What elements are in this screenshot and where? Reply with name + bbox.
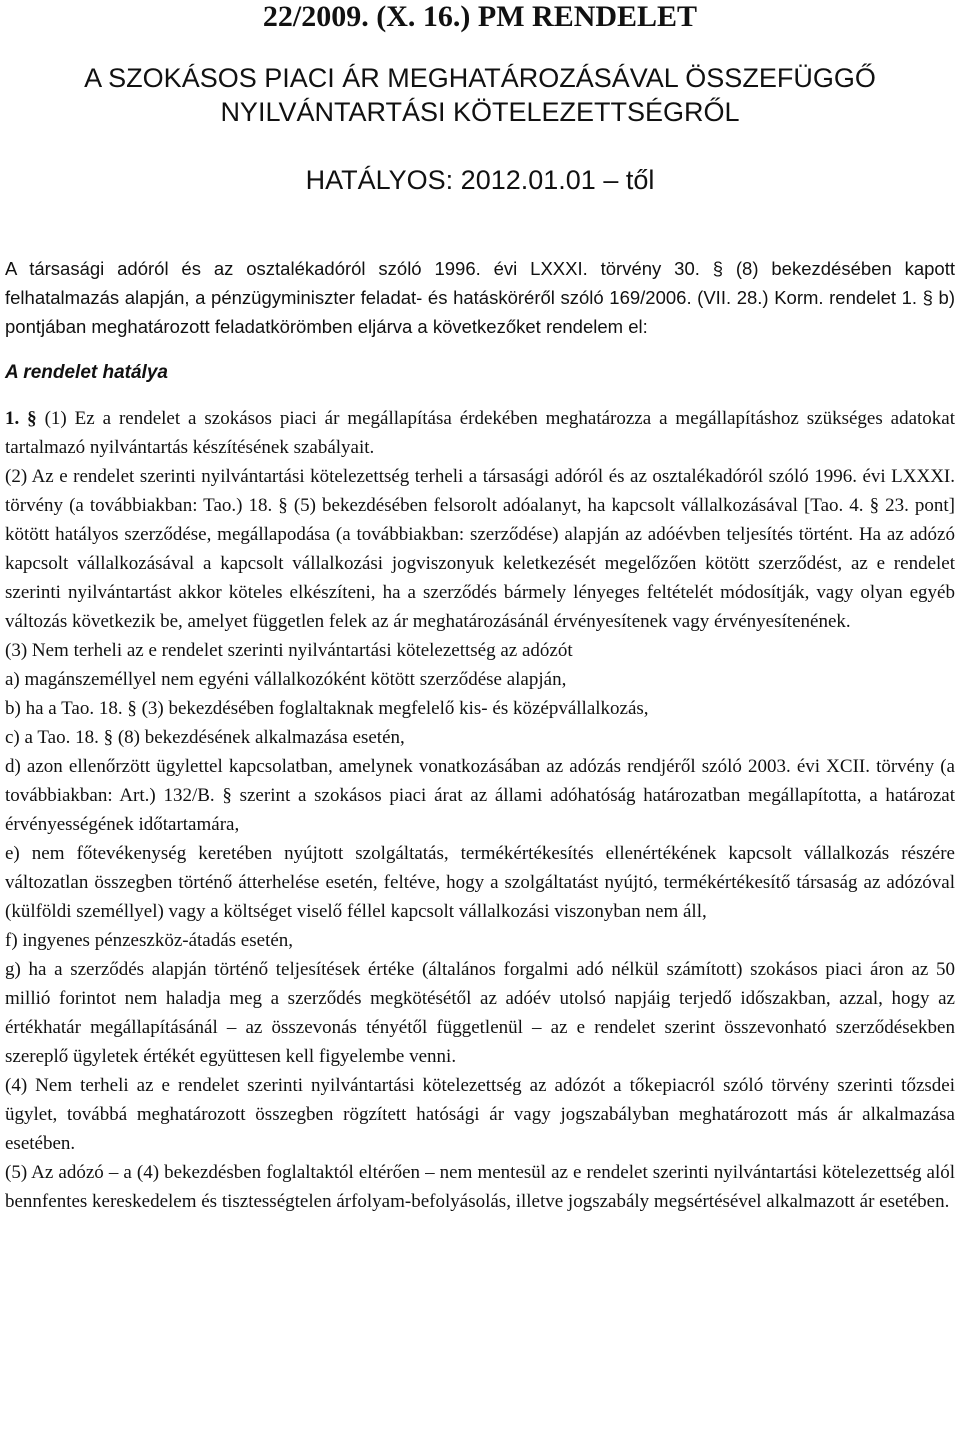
section-heading: A rendelet hatálya <box>5 362 168 383</box>
paragraph-1-text: (1) Ez a rendelet a szokásos piaci ár megállapítása érdekében meghatározza a megállapításhoz szükséges adatokat tartalmazó nyilvántartás készítésének szabályait. <box>5 408 956 458</box>
document-body <box>5 254 955 1216</box>
paragraph-4: (4) Nem terheli az e rendelet szerinti nyilvántartási kötelezettség az adózót a tőkepiacról szóló törvény szerinti tőzsdei ügylet, továbbá meghatározott összegben rögzített hatósági ár vagy jogszabályban meghatározott más ár alkalmazása esetében. <box>5 1075 955 1154</box>
intro-paragraph: A társasági adóról és az osztalékadóról szóló 1996. évi LXXXI. törvény 30. § (8) bekezdésében kapott felhatalmazás alapján, a pénzügyminiszter feladat- és hatásköréről szóló 169/2006. (VII. 28.) Korm. rendelet 1. § b) pontjában meghatározott feladatkörömben eljárva a következőket rendelem el: <box>5 258 955 337</box>
list-item-c: c) a Tao. 18. § (8) bekezdésének alkalmazása esetén, <box>5 727 405 748</box>
document-subtitle-line-2: NYILVÁNTARTÁSI KÖTELEZETTSÉGRŐL <box>220 97 740 127</box>
list-item-d: d) azon ellenőrzött ügylettel kapcsolatban, amelynek vonatkozásában az adózás rendjéről szóló 2003. évi XCII. törvény (a továbbiakban: Art.) 132/B. § szerint a szokásos piaci árat az állami adóhatóság határozatban megállapította, a határozat érvényességének időtartamára, <box>5 756 955 835</box>
paragraph-2: (2) Az e rendelet szerinti nyilvántartási kötelezettség terheli a társasági adóról és az osztalékadóról szóló 1996. évi LXXXI. törvény (a továbbiakban: Tao.) 18. § (5) bekezdésében felsorolt adóalanyt, ha kapcsolt vállalkozásával [Tao. 4. § 23. pont] kötött hatályos szerződése, megállapodása (a továbbiakban: szerződése) alapján az adóévben teljesítés történt. Ha az adózó kapcsolt vállalkozásával a kapcsolt vállalkozási jogviszonyuk keletkezését megelőzően kötött szerződést, az e rendelet szerinti nyilvántartást akkor köteles elkészíteni, ha a szerződés bármely lényeges feltételét módosítják, vagy olyan egyéb változás következik be, amelyet független felek az ár meghatározásánál érvényesítenek vagy érvényesítenének. <box>5 466 955 632</box>
article-number: 1. § <box>5 408 37 429</box>
document-subtitle-line-1: A SZOKÁSOS PIACI ÁR MEGHATÁROZÁSÁVAL ÖSSZEFÜGGŐ <box>84 63 876 93</box>
paragraph-1 <box>5 404 955 462</box>
document-title: 22/2009. (X. 16.) PM RENDELET <box>262 0 698 33</box>
list-item-f: f) ingyenes pénzeszköz-átadás esetén, <box>5 930 294 951</box>
list-item-b: b) ha a Tao. 18. § (3) bekezdésében foglaltaknak megfelelő kis- és középvállalkozás, <box>5 698 649 719</box>
effective-date: HATÁLYOS: 2012.01.01 – től <box>305 165 655 195</box>
list-item-g: g) ha a szerződés alapján történő teljesítések értéke (általános forgalmi adó nélkül számított) szokásos piaci áron az 50 millió forintot nem haladja meg a szerződés megkötésétől az adóév utolsó napjáig terjedő időszakban, azzal, hogy az értékhatár megállapításánál – az összevonás tényétől függetlenül – az e rendelet szerint összevonható szerződésekben szereplő ügyletek értékét együttesen kell figyelembe venni. <box>5 959 955 1067</box>
list-item-a: a) magánszeméllyel nem egyéni vállalkozóként kötött szerződése alapján, <box>5 669 567 690</box>
paragraph-5: (5) Az adózó – a (4) bekezdésben foglaltaktól eltérően – nem mentesül az e rendelet szerinti nyilvántartási kötelezettség alól bennfentes kereskedelem és tisztességtelen árfolyam-befolyásolás, illetve jogszabály megsértésével alkalmazott ár esetében. <box>5 1162 955 1212</box>
list-item-e: e) nem főtevékenység keretében nyújtott szolgáltatás, termékértékesítés ellenértékének kapcsolt vállalkozás részére változatlan összegben történő átterhelése esetén, feltéve, hogy a szolgáltatást nyújtó, termékértékesítő társaság az adózóval (külföldi személlyel) vagy a költséget viselő féllel kapcsolt vállalkozási viszonyban nem áll, <box>5 843 955 922</box>
paragraph-3: (3) Nem terheli az e rendelet szerinti nyilvántartási kötelezettség az adózót <box>5 640 573 661</box>
